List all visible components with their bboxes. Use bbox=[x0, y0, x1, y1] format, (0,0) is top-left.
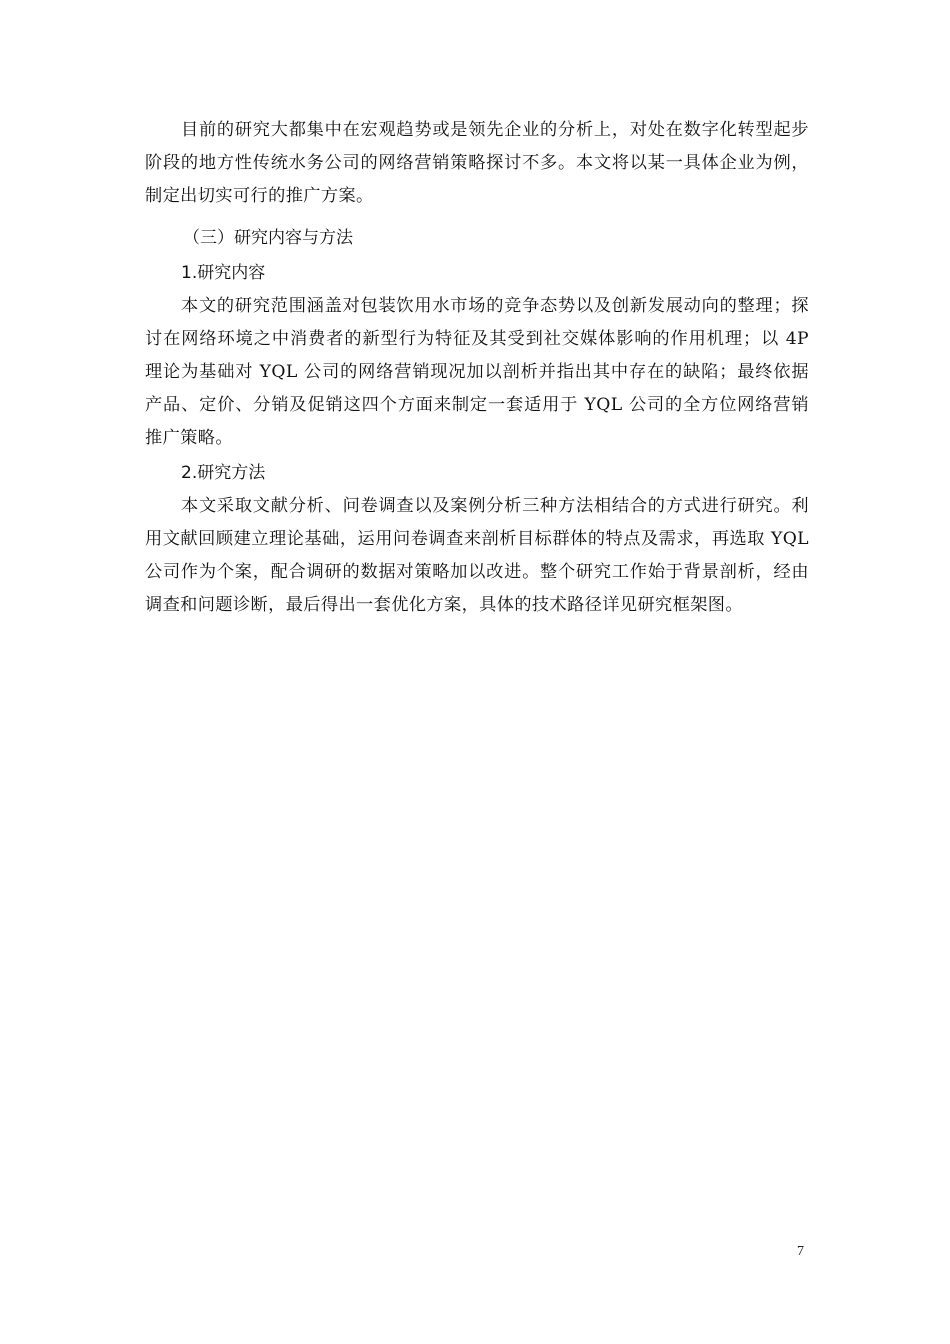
research-content-paragraph: 本文的研究范围涵盖对包装饮用水市场的竞争态势以及创新发展动向的整理；探讨在网络环境之中消费者的新型行为特征及其受到社交媒体影响的作用机理；以 4P 理论为基础对 YQL 公司的网络营销现况加以剖析并指出其中存在的缺陷；最终依据产品、定价、分销及促销这四个方面来制定一套适用于 YQL 公司的全方位网络营销推广策略。 bbox=[145, 296, 809, 448]
subsection-heading-research-methods: 2.研究方法 bbox=[181, 463, 266, 483]
section-heading-research-content-methods: （三）研究内容与方法 bbox=[183, 228, 353, 248]
research-methods-paragraph: 本文采取文献分析、问卷调查以及案例分析三种方法相结合的方式进行研究。利用文献回顾建立理论基础，运用问卷调查来剖析目标群体的特点及需求，再选取 YQL 公司作为个案，配合调研的数据对策略加以改进。整个研究工作始于背景剖析，经由调查和问题诊断，最后得出一套优化方案，具体的技术路径详见研究框架图。 bbox=[145, 496, 809, 615]
page-number: 7 bbox=[797, 1244, 804, 1259]
intro-paragraph: 目前的研究大都集中在宏观趋势或是领先企业的分析上，对处在数字化转型起步阶段的地方性传统水务公司的网络营销策略探讨不多。本文将以某一具体企业为例，制定出切实可行的推广方案。 bbox=[145, 120, 809, 206]
page-content bbox=[145, 114, 809, 622]
subsection-heading-research-content: 1.研究内容 bbox=[181, 263, 266, 283]
